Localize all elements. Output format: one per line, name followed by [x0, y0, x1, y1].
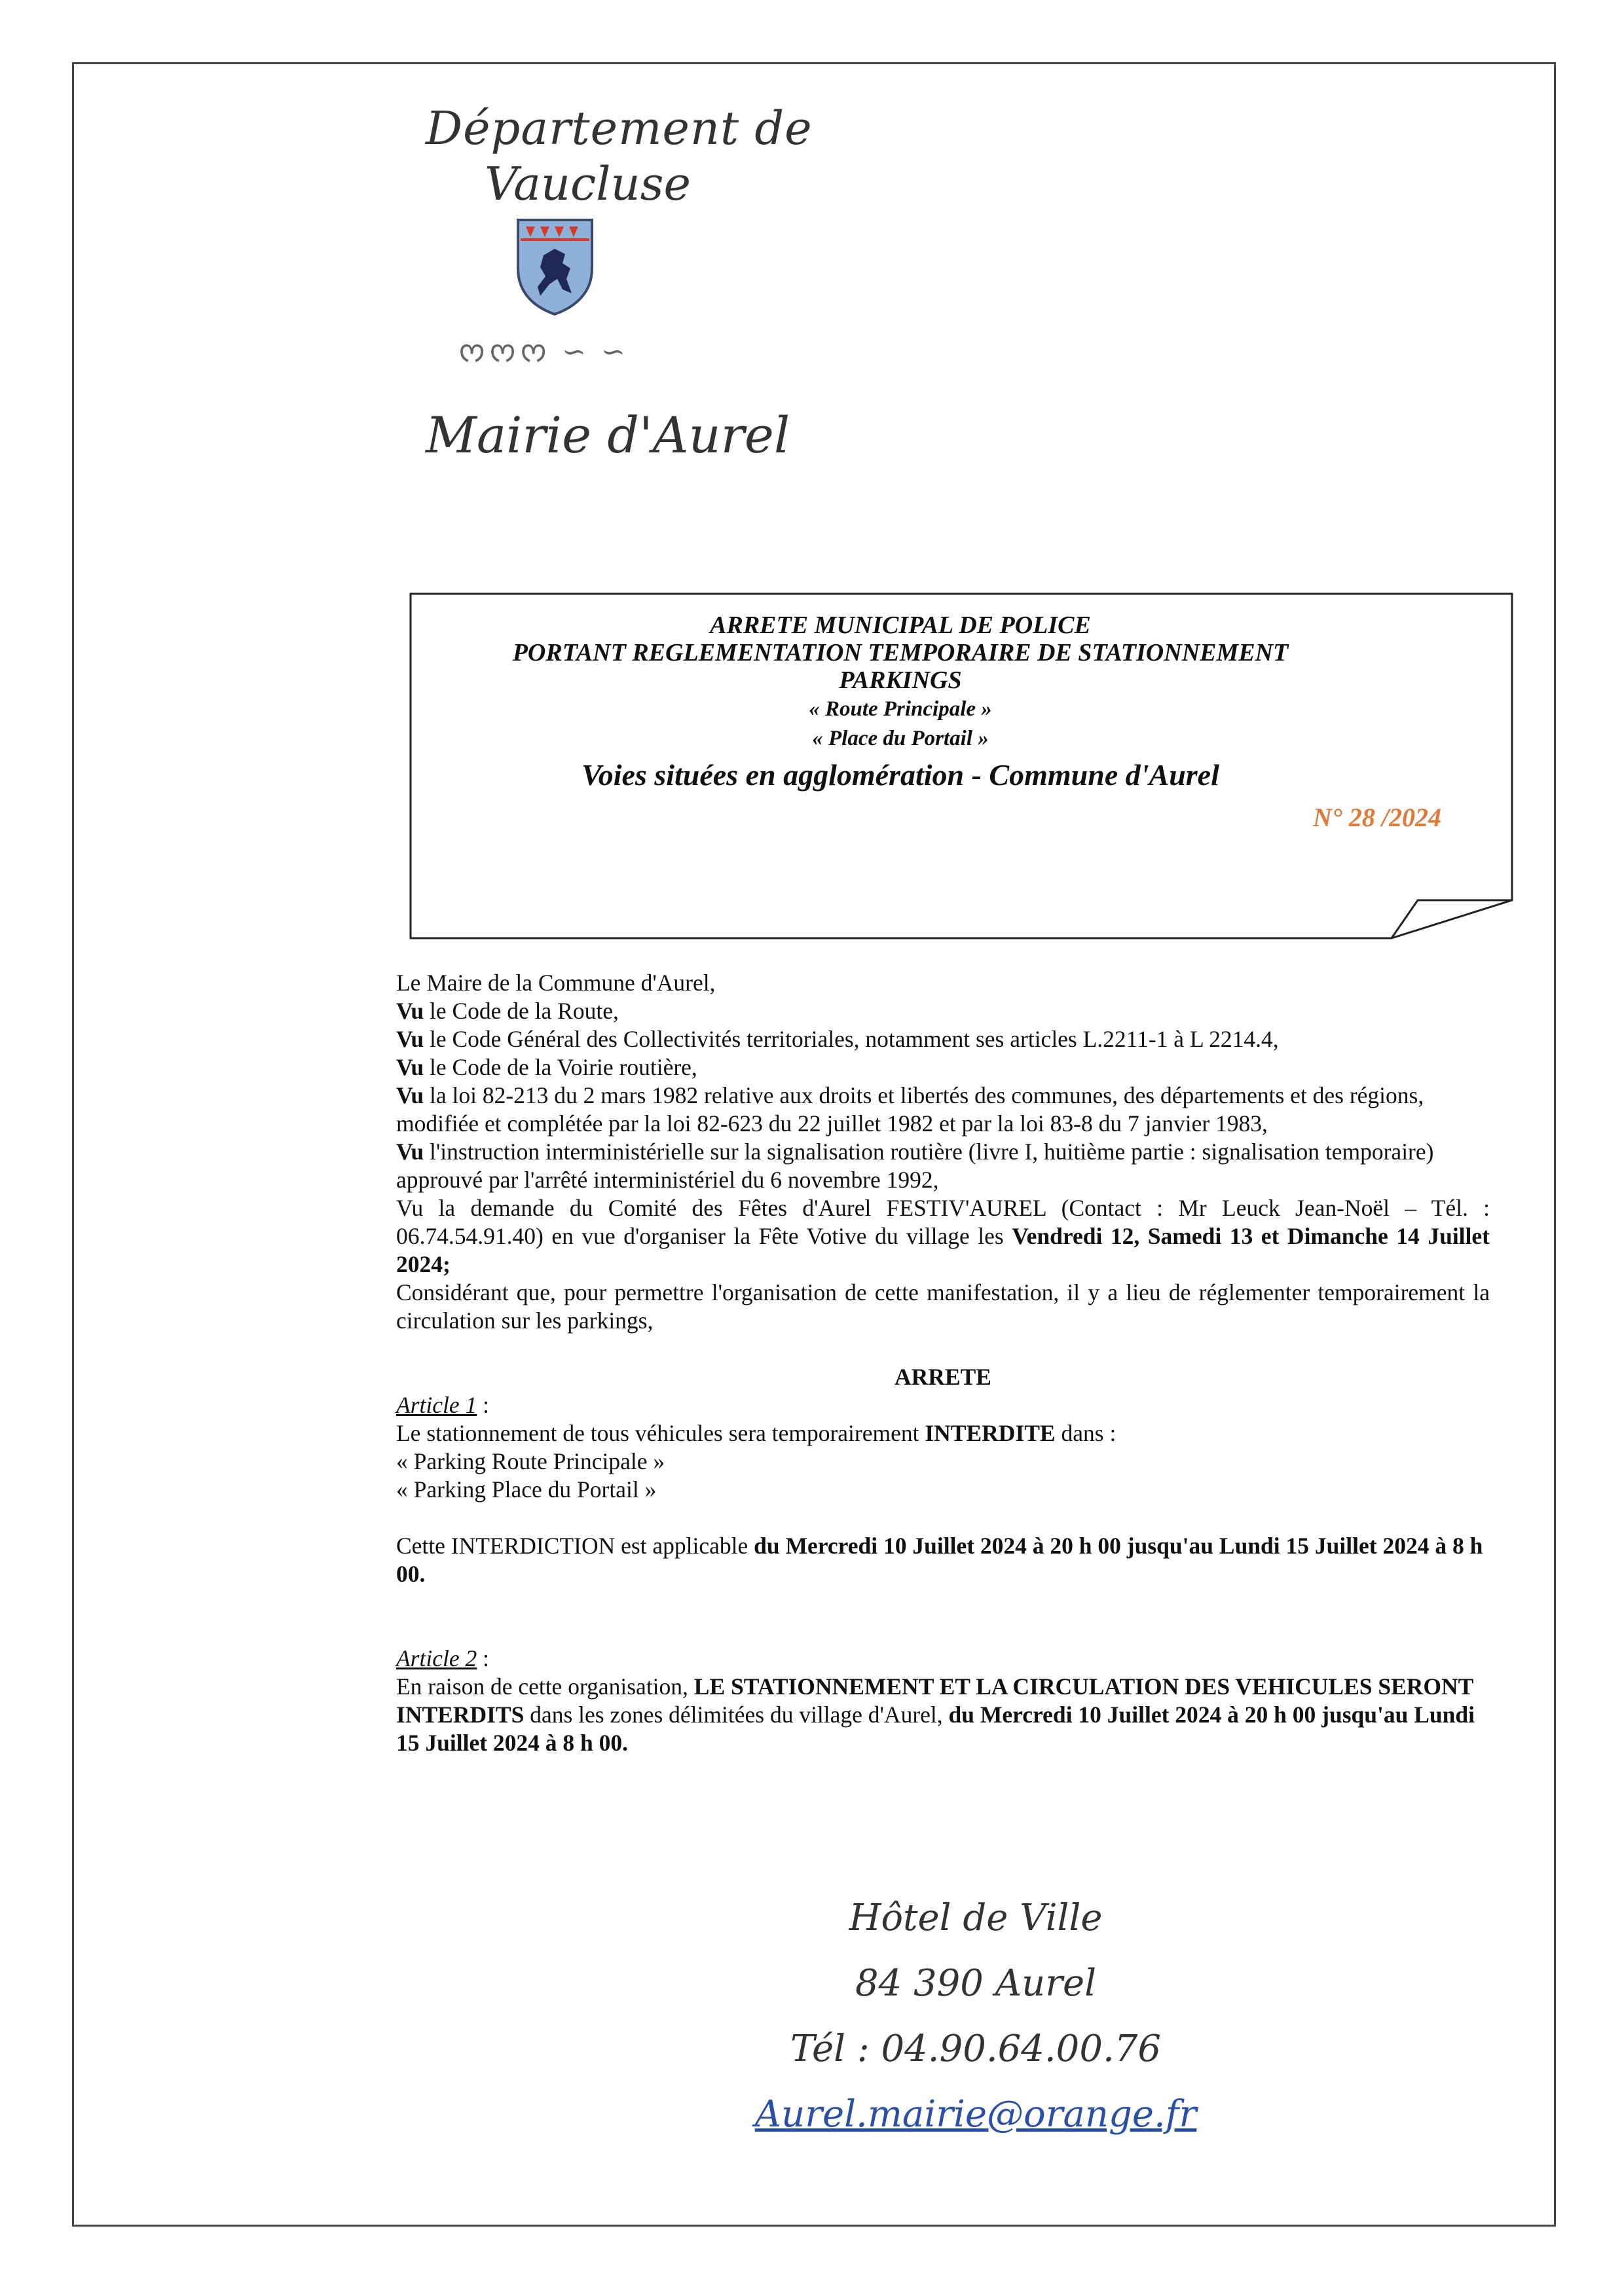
article1-item-1: « Parking Route Principale »: [396, 1448, 665, 1474]
vu-loi-82-213: Vu la loi 82-213 du 2 mars 1982 relative aux droits et libertés des communes, des départements et des régions, modifiée et complétée par la loi 82-623 du 22 juillet 1982 et par la loi 83-8 du 7 janvier 1983,: [396, 1082, 1424, 1137]
vu-cgct: Vu le Code Général des Collectivités territoriales, notamment ses articles L.2211-1 à L 2214.4,: [396, 1026, 1279, 1052]
preamble-intro: Le Maire de la Commune d'Aurel,: [396, 970, 716, 996]
considerant: Considérant que, pour permettre l'organisation de cette manifestation, il y a lieu de réglementer temporairement la circulation sur les parkings,: [396, 1279, 1490, 1334]
departement-line2: Vaucluse: [485, 157, 691, 211]
mairie-heading: Mairie d'Aurel: [426, 406, 790, 464]
title-line-5: « Place du Portail »: [812, 727, 989, 750]
title-box: [409, 592, 1513, 939]
arrete-number: N° 28 /2024: [1313, 803, 1441, 832]
footer-hotel-de-ville: Hôtel de Ville: [849, 1897, 1103, 1939]
article1-heading: Article 1 :: [396, 1392, 489, 1418]
article1-item-2: « Parking Place du Portail »: [396, 1476, 657, 1503]
title-line-4: « Route Principale »: [809, 697, 992, 721]
ornament-flourish: ᰔᰔᰔ ∽ ∽: [458, 336, 629, 368]
article2-text: En raison de cette organisation, LE STATIONNEMENT ET LA CIRCULATION DES VEHICULES SERONT INTERDITS dans les zones délimitées du village d'Aurel, du Mercredi 10 Juillet 2024 à 20 h 00 jusqu'au Lundi 15 Juillet 2024 à 8 h 00.: [396, 1673, 1475, 1756]
vu-code-route: Vu le Code de la Route,: [396, 998, 619, 1024]
footer-email-link[interactable]: Aurel.mairie@orange.fr: [754, 2093, 1197, 2136]
arrete-heading: ARRETE: [895, 1364, 991, 1390]
departement-line1: Département de: [426, 101, 813, 155]
title-line-2: PORTANT REGLEMENTATION TEMPORAIRE DE STATIONNEMENT: [512, 639, 1289, 666]
vu-demande: Vu la demande du Comité des Fêtes d'Aurel FESTIV'AUREL (Contact : Mr Leuck Jean-Noël – Tél. : 06.74.54.91.40) en vue d'organiser la Fête Votive du village les Vendredi 12, Samedi 13 et Dimanche 14 Juillet 2024;: [396, 1195, 1490, 1277]
title-line-1: ARRETE MUNICIPAL DE POLICE: [710, 611, 1091, 639]
article1-interdiction: Cette INTERDICTION est applicable du Mercredi 10 Juillet 2024 à 20 h 00 jusqu'au Lundi 15 Juillet 2024 à 8 h 00.: [396, 1533, 1483, 1587]
vu-code-voirie: Vu le Code de la Voirie routière,: [396, 1054, 697, 1080]
mairie-footer: [753, 1886, 1198, 2147]
article1-text: Le stationnement de tous véhicules sera temporairement INTERDITE dans :: [396, 1420, 1116, 1446]
crest-logo: [514, 216, 596, 318]
title-line-3: PARKINGS: [839, 666, 962, 694]
vu-instruction: Vu l'instruction interministérielle sur la signalisation routière (livre I, huitième partie : signalisation temporaire) approuvé par l'arrêté interministériel du 6 novembre 1992,: [396, 1139, 1434, 1193]
title-line-6: Voies situées en agglomération - Commune d'Aurel: [581, 758, 1219, 792]
document-body: [396, 969, 1490, 1757]
footer-phone: Tél : 04.90.64.00.76: [790, 2028, 1161, 2070]
article2-heading: Article 2 :: [396, 1645, 489, 1671]
footer-address: 84 390 Aurel: [855, 1962, 1097, 2005]
